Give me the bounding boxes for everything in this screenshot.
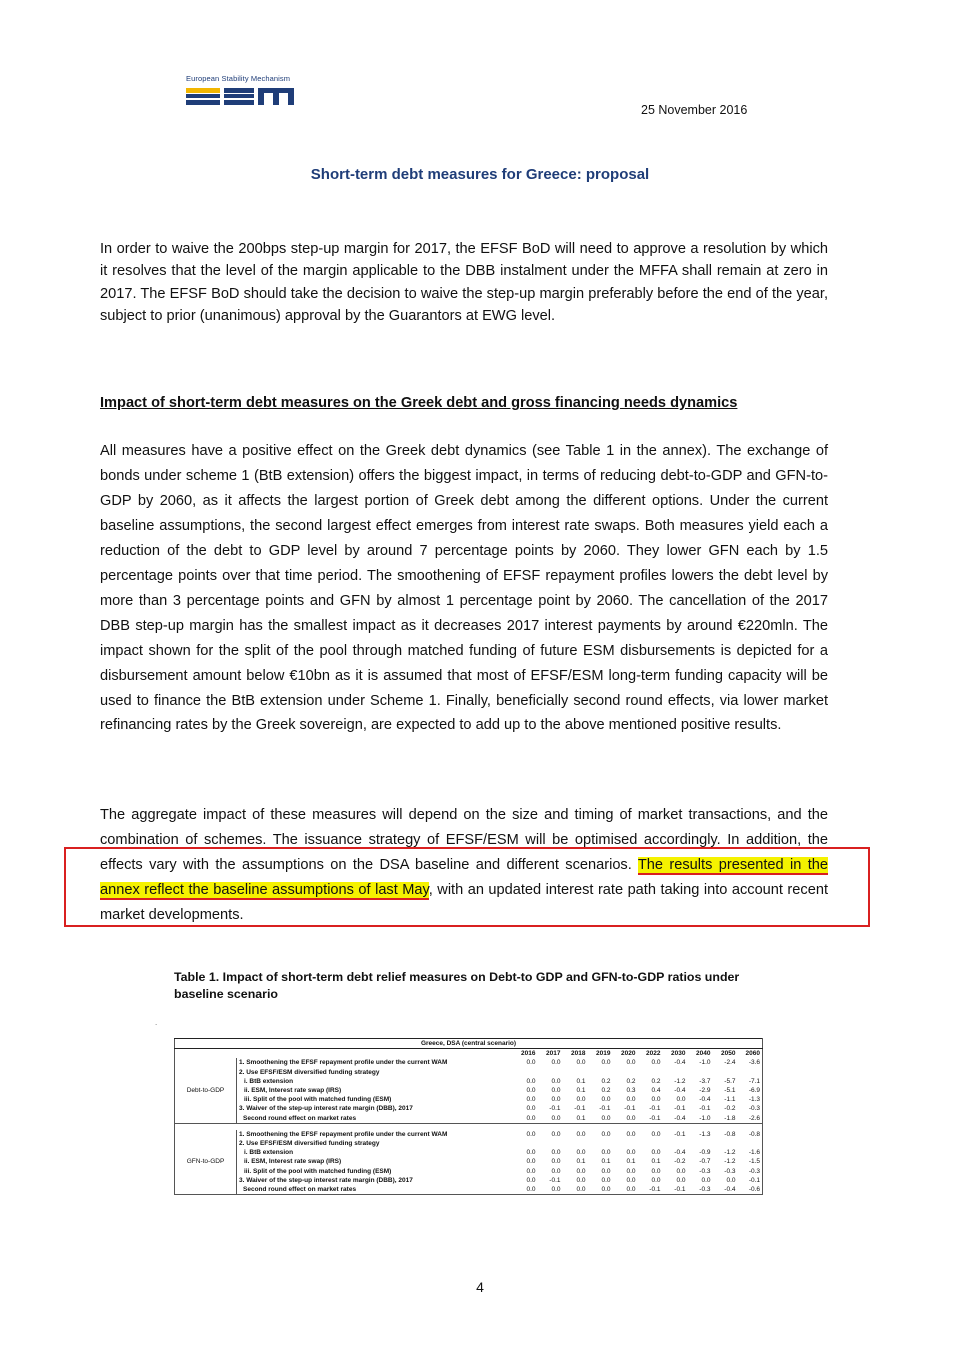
paragraph-aggregate-tail: , with an updated interest rate path taking into account recent market developments. xyxy=(100,882,828,923)
value-cell xyxy=(663,1068,688,1077)
value-cell: -0.1 xyxy=(638,1114,663,1124)
value-cell: 0.0 xyxy=(538,1114,563,1124)
value-cell: -0.4 xyxy=(674,1087,686,1095)
value-cell xyxy=(713,1068,738,1077)
value-cell: -2.6 xyxy=(738,1114,763,1124)
table-row xyxy=(175,1068,763,1077)
value-cell: 0.0 xyxy=(601,1059,611,1067)
value-cell: -3.6 xyxy=(738,1058,763,1067)
value-cell: 0.0 xyxy=(576,1096,586,1104)
value-cell: 0.0 xyxy=(551,1149,561,1157)
value-cell: 0.0 xyxy=(651,1149,661,1157)
page-number: 4 xyxy=(476,1279,484,1295)
value-cell: 0.0 xyxy=(513,1185,538,1195)
value-cell xyxy=(638,1139,663,1148)
value-cell: 0.0 xyxy=(526,1176,536,1184)
dsa-impact-table xyxy=(174,1038,763,1195)
row-label: ii. ESM, Interest rate swap (IRS) xyxy=(244,1158,342,1166)
value-cell: 0.0 xyxy=(626,1176,636,1184)
value-cell: 0.0 xyxy=(551,1167,561,1175)
value-cell: 0.1 xyxy=(576,1077,586,1085)
value-cell: -0.3 xyxy=(688,1185,713,1195)
value-cell: 0.1 xyxy=(601,1158,611,1166)
year-header: 2018 xyxy=(571,1050,586,1058)
value-cell: 0.0 xyxy=(626,1059,636,1067)
table-row xyxy=(175,1086,763,1095)
table-row xyxy=(175,1148,763,1157)
esm-logo-mark xyxy=(186,85,294,107)
value-cell: -1.2 xyxy=(724,1149,736,1157)
row-label: 3. Waiver of the step-up interest rate margin (DBB), 2017 xyxy=(239,1176,413,1184)
table-header-row xyxy=(175,1039,763,1049)
group-label: Debt-to-GDP xyxy=(175,1058,237,1123)
value-cell: 0.0 xyxy=(526,1105,536,1113)
logo-org-name: European Stability Mechanism xyxy=(186,74,291,83)
value-cell: -0.4 xyxy=(699,1096,711,1104)
value-cell: -0.1 xyxy=(574,1105,586,1113)
value-cell: -0.1 xyxy=(663,1185,688,1195)
value-cell: 0.0 xyxy=(526,1149,536,1157)
value-cell: 0.1 xyxy=(651,1158,661,1166)
value-cell: 0.0 xyxy=(551,1087,561,1095)
value-cell xyxy=(538,1068,563,1077)
value-cell: 0.0 xyxy=(538,1185,563,1195)
table-row xyxy=(175,1157,763,1166)
value-cell: -0.1 xyxy=(738,1176,763,1185)
value-cell: -0.3 xyxy=(699,1167,711,1175)
value-cell: 0.0 xyxy=(676,1167,686,1175)
value-cell: 0.2 xyxy=(626,1077,636,1085)
value-cell: -0.1 xyxy=(674,1105,686,1113)
paragraph-aggregate-text: The aggregate impact of these measures will depend on the size and timing of market transactions, and the combination of schemes. The issuance strategy of EFSF/ESM will be optimised accordingly. In addition, the effects vary with the assumptions on the DSA baseline and different scenarios. xyxy=(100,807,828,873)
value-cell: -1.5 xyxy=(738,1157,763,1166)
value-cell: 0.4 xyxy=(651,1087,661,1095)
value-cell: -2.9 xyxy=(699,1087,711,1095)
value-cell: 0.2 xyxy=(601,1087,611,1095)
value-cell xyxy=(513,1139,538,1148)
value-cell xyxy=(713,1139,738,1148)
esm-logo xyxy=(186,74,296,107)
year-header: 2022 xyxy=(646,1050,661,1058)
value-cell: 0.0 xyxy=(676,1096,686,1104)
value-cell: 0.0 xyxy=(526,1077,536,1085)
value-cell: 0.0 xyxy=(526,1130,536,1138)
value-cell xyxy=(563,1139,588,1148)
year-header: 2050 xyxy=(721,1050,736,1058)
row-label: 3. Waiver of the step-up interest rate margin (DBB), 2017 xyxy=(239,1105,413,1113)
value-cell: 0.0 xyxy=(601,1130,611,1138)
row-label: 1. Smoothening the EFSF repayment profile under the current WAM xyxy=(239,1130,448,1138)
value-cell: 0.0 xyxy=(576,1149,586,1157)
value-cell: -1.0 xyxy=(699,1059,711,1067)
table-row xyxy=(175,1130,763,1139)
value-cell: 0.0 xyxy=(576,1059,586,1067)
value-cell: 0.0 xyxy=(626,1130,636,1138)
value-cell: 0.0 xyxy=(626,1096,636,1104)
year-header: 2019 xyxy=(596,1050,611,1058)
highlighted-text: The results presented in the annex reflect the baseline assumptions of last May xyxy=(100,857,828,898)
value-cell: -1.3 xyxy=(699,1130,711,1138)
value-cell: 0.1 xyxy=(576,1158,586,1166)
table-caption: Table 1. Impact of short-term debt relief measures on Debt-to GDP and GFN-to-GDP ratios under baseline scenario xyxy=(174,970,740,1001)
value-cell: -0.1 xyxy=(674,1130,686,1138)
value-cell: 0.0 xyxy=(576,1167,586,1175)
row-label: i. BtB extension xyxy=(244,1149,294,1157)
value-cell: 0.0 xyxy=(613,1185,638,1195)
value-cell: 0.0 xyxy=(588,1114,613,1124)
value-cell: -5.1 xyxy=(724,1087,736,1095)
value-cell: 0.1 xyxy=(626,1158,636,1166)
value-cell: 0.0 xyxy=(526,1096,536,1104)
value-cell xyxy=(688,1139,713,1148)
value-cell xyxy=(588,1068,613,1077)
value-cell: 0.1 xyxy=(576,1087,586,1095)
value-cell: 0.0 xyxy=(651,1167,661,1175)
empty-cell xyxy=(175,1049,237,1059)
value-cell: -1.6 xyxy=(738,1148,763,1157)
row-label: Second round effect on market rates xyxy=(237,1185,513,1195)
value-cell: 0.3 xyxy=(626,1087,636,1095)
row-label: iii. Split of the pool with matched funding (ESM) xyxy=(244,1096,392,1104)
value-cell: 0.0 xyxy=(588,1185,613,1195)
value-cell: -1.2 xyxy=(674,1077,686,1085)
row-label: 2. Use EFSF/ESM diversified funding strategy xyxy=(239,1068,380,1076)
value-cell: -2.4 xyxy=(724,1059,736,1067)
value-cell xyxy=(738,1068,763,1077)
value-cell: 0.0 xyxy=(526,1059,536,1067)
value-cell: 0.0 xyxy=(551,1077,561,1085)
year-header: 2040 xyxy=(696,1050,711,1058)
paragraph-waiver: In order to waive the 200bps step-up margin for 2017, the EFSF BoD will need to approve a resolution by which it resolves that the level of the margin applicable to the DBB instalment under the MFFA shall remain at zero in 2017. The EFSF BoD should take the decision to waive the step-up margin preferably before the end of the year, subject to prior (unanimous) approval by the Guarantors at EWG level. xyxy=(100,241,828,324)
value-cell: 0.0 xyxy=(513,1114,538,1124)
value-cell: -0.4 xyxy=(674,1059,686,1067)
value-cell: -5.7 xyxy=(724,1077,736,1085)
value-cell: -0.6 xyxy=(738,1185,763,1195)
value-cell: 0.0 xyxy=(526,1158,536,1166)
value-cell: 0.0 xyxy=(676,1176,686,1184)
value-cell: -0.8 xyxy=(738,1130,763,1139)
row-label: 1. Smoothening the EFSF repayment profile under the current WAM xyxy=(239,1059,448,1067)
table-row xyxy=(175,1114,763,1124)
table-row xyxy=(175,1185,763,1195)
document-date: 25 November 2016 xyxy=(641,103,748,117)
value-cell: -0.1 xyxy=(638,1185,663,1195)
value-cell xyxy=(538,1139,563,1148)
value-cell: -7.1 xyxy=(738,1077,763,1086)
value-cell xyxy=(738,1139,763,1148)
value-cell xyxy=(563,1068,588,1077)
value-cell: 0.0 xyxy=(551,1130,561,1138)
table-row xyxy=(175,1176,763,1185)
value-cell: 0.0 xyxy=(651,1059,661,1067)
value-cell: 0.0 xyxy=(651,1096,661,1104)
value-cell: -0.4 xyxy=(713,1185,738,1195)
row-label: 2. Use EFSF/ESM diversified funding strategy xyxy=(239,1140,380,1148)
value-cell: 0.0 xyxy=(563,1185,588,1195)
year-header: 2016 xyxy=(521,1050,536,1058)
value-cell xyxy=(688,1068,713,1077)
value-cell: -0.7 xyxy=(699,1158,711,1166)
paragraph-impact: All measures have a positive effect on the Greek debt dynamics (see Table 1 in the annex). The exchange of bonds under scheme 1 (BtB extension) offers the biggest impact, in terms of reducing debt-to-GDP and GFN-to-GDP by 2060, as it affects the largest portion of Greek debt among the different options. Under the current baseline assumptions, the second largest effect emerges from interest rate swaps. Both measures yield each a reduction of the debt to GDP level by around 7 percentage points by 2060. They lower GFN each by 1.5 percentage points over that time period. The smoothening of EFSF repayment profiles lowers the debt level by more than 3 percentage points and GFN by almost 1 percentage point by 2060. The cancellation of the 2017 DBB step-up margin has the smallest impact as it decreases 2017 interest payments by around €220mln. The impact shown for the split of the pool through matched funding of future ESM disbursements is depicted for a disbursement amount below €10bn as it is assumed that most of EFSF/ESM long-term funding capacity will be used to finance the BtB extension under Scheme 1. Finally, beneficially second round effects, via lower market refinancing rates by the Greek sovereign, are expected to add up to the above mentioned positive results. xyxy=(100,443,828,734)
stray-dot: . xyxy=(155,1018,158,1027)
value-cell xyxy=(613,1139,638,1148)
value-cell: 0.0 xyxy=(726,1176,736,1184)
table-row xyxy=(175,1104,763,1113)
value-cell: -6.9 xyxy=(738,1086,763,1095)
table-row xyxy=(175,1139,763,1148)
value-cell xyxy=(663,1139,688,1148)
value-cell: 0.0 xyxy=(651,1130,661,1138)
value-cell: 0.0 xyxy=(601,1167,611,1175)
value-cell: -0.1 xyxy=(699,1105,711,1113)
value-cell: -1.1 xyxy=(724,1096,736,1104)
year-header: 2030 xyxy=(671,1050,686,1058)
value-cell: 0.0 xyxy=(651,1176,661,1184)
document-title: Short-term debt measures for Greece: proposal xyxy=(310,166,650,183)
value-cell: -0.2 xyxy=(724,1105,736,1113)
value-cell: -0.1 xyxy=(549,1105,561,1113)
value-cell: 0.0 xyxy=(601,1176,611,1184)
value-cell: -0.8 xyxy=(724,1130,736,1138)
value-cell: 0.0 xyxy=(526,1087,536,1095)
table-years-row xyxy=(175,1049,763,1059)
year-header: 2060 xyxy=(738,1049,763,1059)
table-row xyxy=(175,1095,763,1104)
value-cell: 0.0 xyxy=(601,1096,611,1104)
section-heading: Impact of short-term debt measures on the Greek debt and gross financing needs dynamics xyxy=(100,395,738,411)
value-cell: 0.0 xyxy=(601,1149,611,1157)
row-label: i. BtB extension xyxy=(244,1077,294,1085)
row-label: iii. Split of the pool with matched funding (ESM) xyxy=(244,1167,392,1175)
value-cell: 0.0 xyxy=(626,1167,636,1175)
group-label: GFN-to-GDP xyxy=(175,1130,237,1195)
year-header: 2020 xyxy=(621,1050,636,1058)
table-row xyxy=(175,1167,763,1176)
value-cell xyxy=(513,1068,538,1077)
red-annotation-box xyxy=(64,847,870,927)
value-cell: -0.4 xyxy=(674,1149,686,1157)
value-cell: 0.0 xyxy=(701,1176,711,1184)
value-cell: -0.3 xyxy=(738,1104,763,1113)
table-header: Greece, DSA (central scenario) xyxy=(175,1039,763,1049)
value-cell: -0.4 xyxy=(663,1114,688,1124)
value-cell: -1.3 xyxy=(738,1095,763,1104)
value-cell: 0.0 xyxy=(613,1114,638,1124)
value-cell: -0.2 xyxy=(674,1158,686,1166)
value-cell: 0.1 xyxy=(563,1114,588,1124)
value-cell: -1.2 xyxy=(724,1158,736,1166)
value-cell: -0.3 xyxy=(724,1167,736,1175)
value-cell: -0.1 xyxy=(624,1105,636,1113)
value-cell: 0.2 xyxy=(651,1077,661,1085)
value-cell: 0.2 xyxy=(601,1077,611,1085)
value-cell: 0.0 xyxy=(576,1130,586,1138)
empty-cell xyxy=(237,1049,513,1059)
value-cell: 0.0 xyxy=(526,1167,536,1175)
table-row xyxy=(175,1058,763,1067)
value-cell: -0.1 xyxy=(549,1176,561,1184)
row-label: ii. ESM, Interest rate swap (IRS) xyxy=(244,1087,342,1095)
row-label: Second round effect on market rates xyxy=(237,1114,513,1124)
value-cell xyxy=(638,1068,663,1077)
value-cell: 0.0 xyxy=(626,1149,636,1157)
value-cell: -0.9 xyxy=(699,1149,711,1157)
value-cell xyxy=(613,1068,638,1077)
value-cell: 0.0 xyxy=(551,1059,561,1067)
year-header: 2017 xyxy=(546,1050,561,1058)
value-cell: -0.1 xyxy=(649,1105,661,1113)
value-cell: 0.0 xyxy=(551,1096,561,1104)
dsa-table-body xyxy=(175,1039,763,1195)
value-cell: -0.3 xyxy=(738,1167,763,1176)
value-cell: 0.0 xyxy=(551,1158,561,1166)
value-cell: 0.0 xyxy=(576,1176,586,1184)
value-cell xyxy=(588,1139,613,1148)
value-cell: -3.7 xyxy=(699,1077,711,1085)
value-cell: -1.8 xyxy=(713,1114,738,1124)
value-cell: -1.0 xyxy=(688,1114,713,1124)
value-cell: -0.1 xyxy=(599,1105,611,1113)
table-row xyxy=(175,1077,763,1086)
